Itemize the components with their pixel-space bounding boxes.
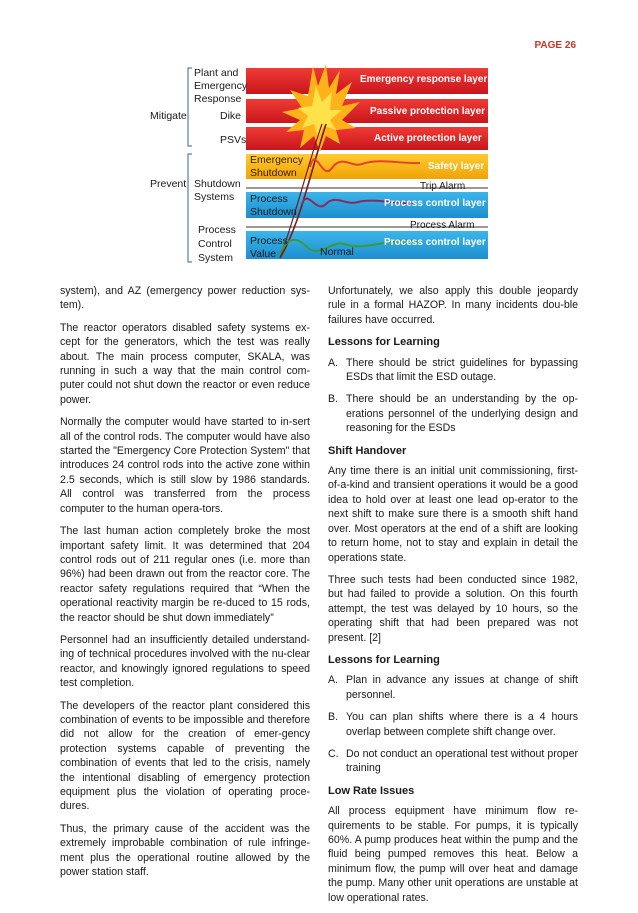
paragraph: Normally the computer would have started to in-sert all of the control rods. The computer would have also started the "Emergency Core Protection System" that introduces 24 control rods into the active zone within 2.5 seconds, which is still slow by 1986 standards. All control was transferred from the process computer to the human opera-tors.	[60, 416, 310, 515]
list-text: Do not conduct an operational test without proper training	[346, 747, 578, 775]
process-control-system-label-3: System	[198, 252, 234, 264]
list-item	[328, 673, 578, 702]
process-alarm-label: Process Alarm	[410, 220, 475, 231]
list-text: Plan in advance any issues at change of shift personnel.	[346, 674, 578, 701]
list-marker: A.	[328, 674, 339, 687]
process-shutdown-label-1: Process	[250, 193, 288, 205]
process-value-label-2: Value	[250, 248, 277, 260]
mitigate-label: Mitigate	[150, 110, 187, 122]
paragraph: All process equipment have minimum flow re-quirements to be stable. For pumps, it is typically 60%. A pump produces heat within the pump and the fluid being pumped removes this heat. Below a minimum flow, the pump will over heat and damage the pump. Many other unit operations are unstable at low operational rates.	[328, 805, 578, 904]
layers-of-protection-diagram	[130, 64, 500, 272]
layer-label-passive-protection: Passive protection layer	[370, 106, 486, 117]
paragraph: Any time there is an initial unit commissioning, first-of-a-kind and transient operations it would be a good idea to hold over at least one lead op-erator to the next shift to make sure there is a smooth shift hand over. Most operators at the end of a shift are looking to return home, not to stay and explain in detail the operations state.	[328, 465, 578, 564]
plant-emergency-label-2: Emergency	[194, 80, 248, 92]
shutdown-systems-label-1: Shutdown	[194, 178, 241, 190]
process-control-system-label-2: Control	[198, 238, 232, 250]
list-marker: C.	[328, 747, 339, 760]
paragraph: The developers of the reactor plant considered this combination of events to be impossible and therefore did not allow for the creation of emer-gency protection systems capable of preventing the combination of events that led to the crisis, namely the intentional disabling of emergency protection equipment plus the violation of operating proce-dures.	[60, 699, 310, 813]
dike-label: Dike	[220, 110, 242, 122]
process-value-label-1: Process	[250, 235, 288, 247]
paragraph: Unfortunately, we also apply this double jeopardy rule in a formal HAZOP. In many incidents dou-ble failures have occurred.	[328, 285, 578, 326]
psvs-label: PSVs	[220, 134, 247, 146]
list-item	[328, 392, 578, 435]
section-heading: Lessons for Learning	[328, 336, 440, 349]
list-marker: B.	[328, 711, 339, 724]
left-text-column	[60, 284, 310, 887]
layer-label-process-control-lower: Process control layer	[384, 237, 486, 248]
paragraph: The last human action completely broke the most important safety limit. It was determined that 204 control rods out of 211 regular ones (i.e. more than 96%) had been drawn out from the reactor core. The reactor safety regulations required that “When the operational reactivity margin be re-duced to 15 rods, the reactor should be shut down immediately”	[60, 525, 310, 624]
paragraph: Personnel had an insufficiently detailed understand-ing of technical procedures involved with the nu-clear reactor, and knowingly ignored regulations to speed test completion.	[60, 633, 310, 690]
paragraph: Thus, the primary cause of the accident was the extremely improbable combination of rule infringe-ment plus the operational routine allowed by the power station staff.	[60, 822, 310, 879]
list-text: You can plan shifts where there is a 4 hours overlap between complete shift change over.	[346, 711, 578, 738]
paragraph: Three such tests had been conducted since 1982, but had failed to provide a solution. On this fourth attempt, the test was delayed by 10 hours, so the operating shift that had been prepared was not present. [2]	[328, 573, 578, 644]
right-text-column	[328, 284, 578, 913]
paragraph: The reactor operators disabled safety systems ex-cept for the generators, which the test was really about. The main process computer, SKALA, was running in such a way that the main control com-puter could not shut down the reactor or even reduce power.	[60, 321, 310, 406]
list-marker: A.	[328, 356, 339, 369]
section-heading: Shift Handover	[328, 444, 407, 457]
list-item	[328, 747, 578, 776]
layer-label-emergency-response: Emergency response layer	[360, 74, 488, 85]
list-text: There should be an understanding by the op-erations personnel of the underlying design and reasoning for the ESDs	[346, 393, 578, 435]
layer-label-safety: Safety layer	[428, 161, 485, 172]
emergency-shutdown-label-2: Shutdown	[250, 167, 297, 179]
page-number: PAGE 26	[534, 40, 576, 51]
process-shutdown-label-2: Shutdown	[250, 206, 297, 218]
layer-label-process-control-upper: Process control layer	[384, 198, 486, 209]
list-marker: B.	[328, 393, 339, 406]
section-heading: Low Rate Issues	[328, 784, 415, 797]
list-text: There should be strict guidelines for bypassing ESDs that limit the ESD outage.	[346, 356, 578, 384]
plant-emergency-label-3: Response	[194, 93, 242, 105]
trip-alarm-label: Trip Alarm	[420, 181, 466, 192]
shutdown-systems-label-2: Systems	[194, 191, 235, 203]
process-control-system-label-1: Process	[198, 224, 236, 236]
plant-emergency-label-1: Plant and	[194, 67, 239, 79]
layer-label-active-protection: Active protection layer	[374, 133, 482, 144]
emergency-shutdown-label-1: Emergency	[250, 154, 304, 166]
list-item	[328, 356, 578, 385]
section-heading: Lessons for Learning	[328, 653, 440, 666]
list-item	[328, 710, 578, 739]
prevent-label: Prevent	[150, 178, 187, 190]
paragraph: system), and AZ (emergency power reduction sys-tem).	[60, 285, 310, 312]
normal-label: Normal	[320, 246, 354, 258]
